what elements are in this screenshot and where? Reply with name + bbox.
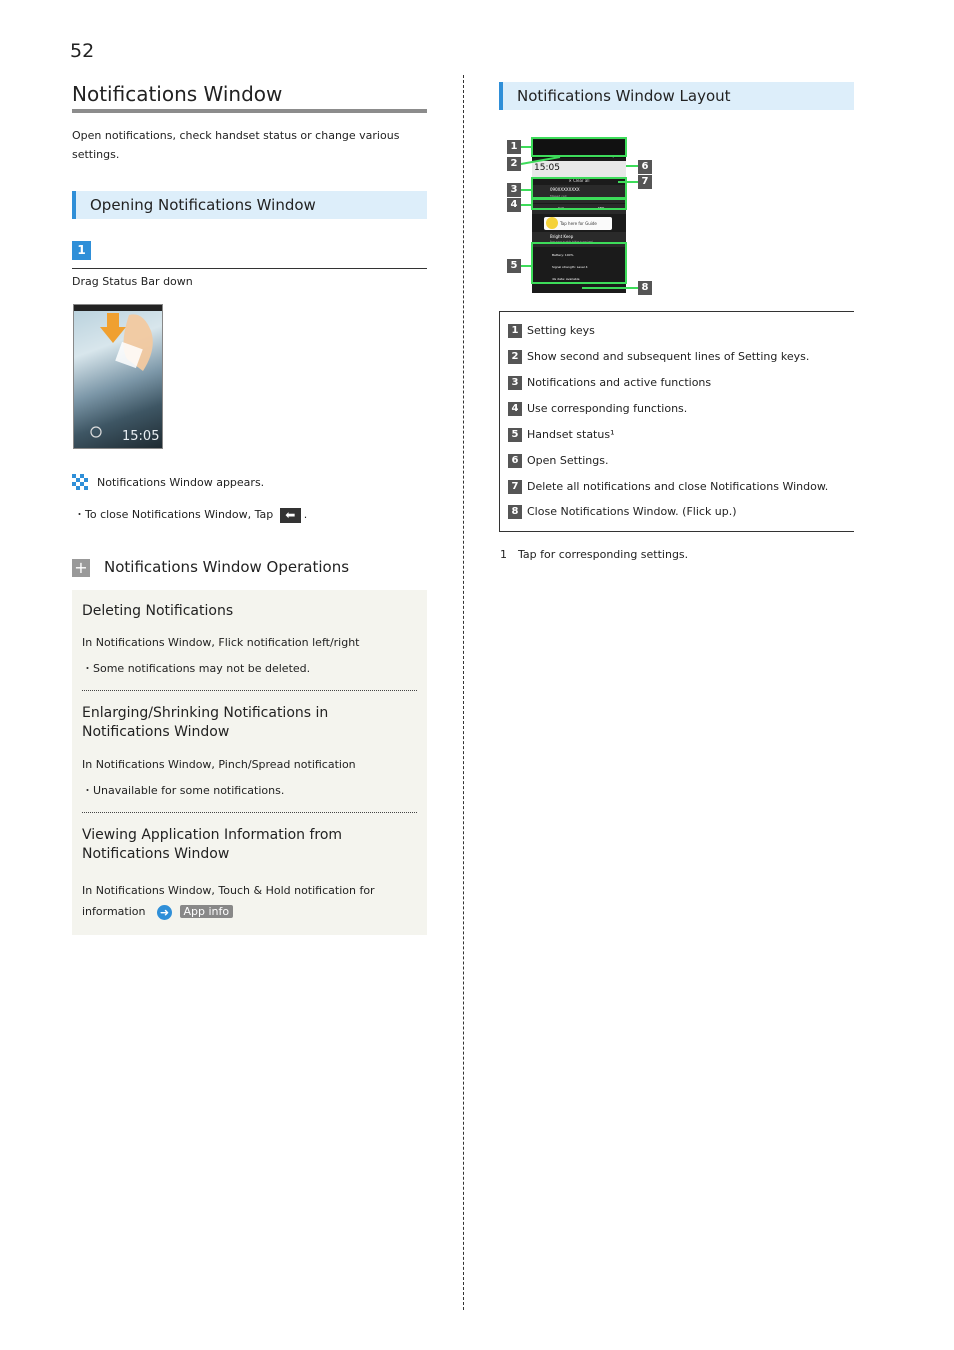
legend-text: Setting keys <box>527 324 595 337</box>
legend-num: 6 <box>508 454 522 468</box>
lock-clock: 15:05 <box>122 429 160 444</box>
legend-item <box>508 375 711 391</box>
op-desc-viewing <box>82 880 412 922</box>
screen-guide: Tap here for Guide <box>544 217 612 230</box>
callout-1: 1 <box>507 140 521 154</box>
legend-num: 1 <box>508 324 522 338</box>
legend-item <box>508 401 687 417</box>
legend-item <box>508 479 828 495</box>
screen-signal: Signal strength: Level 4 <box>552 265 588 269</box>
legend-num: 5 <box>508 428 522 442</box>
screen-battery: Battery: 100% <box>552 253 574 257</box>
operations-box <box>72 590 427 935</box>
result-text: Notifications Window appears. <box>97 476 265 489</box>
op-title-viewing: Viewing Application Information from Notifications Window <box>82 827 343 862</box>
legend-text: Handset status¹ <box>527 428 615 441</box>
screen-clear-all: ✕ Clear all <box>568 178 590 183</box>
screen-app-desc: Keep screen on while holding in your hand <box>550 241 593 243</box>
screen-sms: SMS <box>598 206 605 210</box>
callout-8: 8 <box>638 281 652 295</box>
op-desc-viewing-text: In Notifications Window, Touch & Hold notification for information <box>82 884 375 918</box>
legend-item <box>508 453 609 469</box>
step-badge: 1 <box>72 241 91 260</box>
callout-7: 7 <box>638 175 652 189</box>
callout-4: 4 <box>507 198 521 212</box>
legend-num: 7 <box>508 480 522 494</box>
arrow-right-icon: ➜ <box>157 905 172 920</box>
legend-num: 8 <box>508 505 522 519</box>
key-rotate: Auto rotate <box>587 154 605 158</box>
callout-3: 3 <box>507 183 521 197</box>
legend-text: Open Settings. <box>527 454 609 467</box>
legend-text: Use corresponding functions. <box>527 402 688 415</box>
op-desc-deleting: In Notifications Window, Flick notification left/right <box>82 636 360 649</box>
key-bluetooth: Bluetooth <box>569 154 584 158</box>
key-manner: Manner mode <box>533 154 555 158</box>
plus-icon: + <box>72 559 90 577</box>
screen-data: 4G data: Available <box>552 277 580 281</box>
legend-box <box>499 311 854 532</box>
title-rule <box>72 109 427 113</box>
screen-call: Call <box>558 206 564 210</box>
key-brightness: Brightness <box>608 154 625 158</box>
screen-missed-number: 090XXXXXXXX <box>550 187 580 192</box>
legend-text: Close Notifications Window. (Flick up.) <box>527 505 737 518</box>
footnote-number: 1 <box>500 548 507 561</box>
legend-text: Delete all notifications and close Notifications Window. <box>527 480 829 493</box>
layout-section-heading: Notifications Window Layout <box>499 82 854 110</box>
legend-item <box>508 349 809 365</box>
screen-missed-label: Missed call <box>550 194 567 198</box>
callout-6: 6 <box>638 160 652 174</box>
page-title: Notifications Window <box>72 82 283 106</box>
intro-text: Open notifications, check handset status or change various settings. <box>72 129 400 161</box>
result-icon <box>72 474 89 495</box>
op-note-enlarging: ・Unavailable for some notifications. <box>82 784 285 797</box>
screen-app-name: Bright Keep <box>550 234 574 239</box>
legend-item <box>508 427 614 443</box>
op-note-deleting: ・Some notifications may not be deleted. <box>82 662 311 675</box>
legend-num: 3 <box>508 376 522 390</box>
drag-status-bar-screenshot <box>73 304 163 449</box>
close-note-suffix: . <box>303 508 308 521</box>
footnote-text: Tap for corresponding settings. <box>518 548 689 561</box>
op-title-enlarging: Enlarging/Shrinking Notifications in Notifications Window <box>82 705 329 740</box>
legend-item <box>508 504 737 520</box>
op-desc-enlarging: In Notifications Window, Pinch/Spread notification <box>82 758 356 771</box>
callout-overlay <box>500 133 660 296</box>
key-wifi: Wi-Fi <box>558 154 566 158</box>
page-number: 52 <box>70 40 95 62</box>
callout-5: 5 <box>507 259 521 273</box>
back-key-icon: ⬅ <box>280 508 301 523</box>
op-title-deleting: Deleting Notifications <box>82 603 234 619</box>
drag-gesture-icon <box>74 305 163 449</box>
app-info-pill: App info <box>180 905 234 918</box>
legend-text: Notifications and active functions <box>527 376 712 389</box>
opening-section-heading: Opening Notifications Window <box>72 191 427 219</box>
screen-time: 15:05 <box>534 163 560 173</box>
step-rule <box>72 268 427 269</box>
legend-text: Show second and subsequent lines of Setting keys. <box>527 350 810 363</box>
op-separator <box>82 690 417 691</box>
step-text: Drag Status Bar down <box>72 275 193 288</box>
notifications-window-diagram <box>500 133 660 296</box>
legend-item <box>508 323 595 339</box>
callout-2: 2 <box>507 157 521 171</box>
column-divider <box>463 75 464 1310</box>
op-separator <box>82 812 417 813</box>
close-note <box>74 506 307 523</box>
legend-num: 2 <box>508 350 522 364</box>
legend-num: 4 <box>508 402 522 416</box>
close-note-text: ・To close Notifications Window, Tap <box>74 508 274 521</box>
operations-heading: Notifications Window Operations <box>104 558 350 576</box>
